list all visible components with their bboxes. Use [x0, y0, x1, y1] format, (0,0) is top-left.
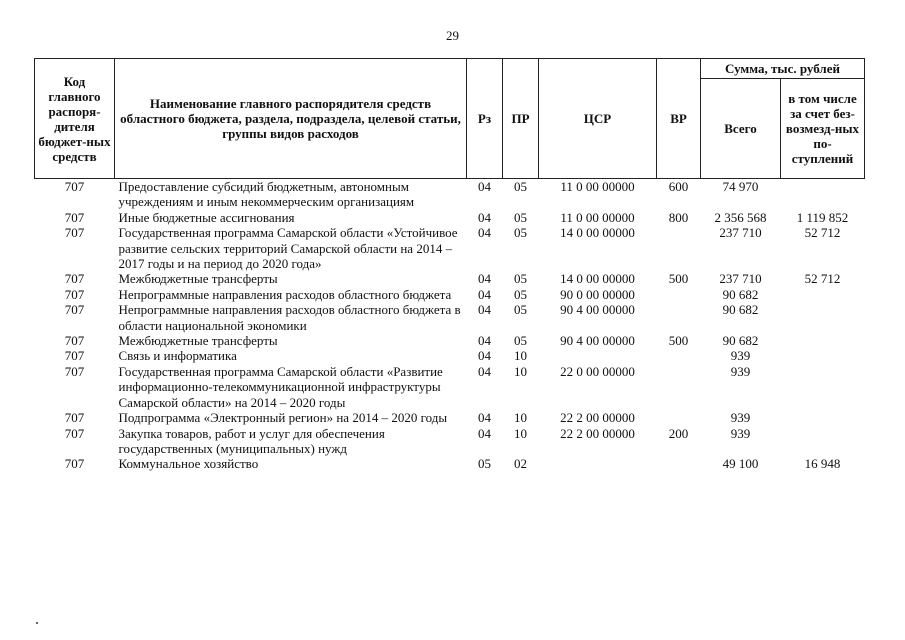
cell-rz: 04	[478, 425, 491, 441]
cell-pr: 05	[514, 302, 527, 318]
budget-table	[34, 58, 865, 472]
cell-rz: 04	[478, 179, 491, 194]
scan-speck	[36, 622, 38, 624]
cell-vr	[657, 348, 701, 363]
cell-vr	[657, 302, 701, 333]
header-total: Всего	[701, 79, 781, 179]
cell-rz: 04	[478, 333, 491, 349]
cell-name: Предоставление субсидий бюджетным, автономным учреждениям и иным некоммерческим организациям	[118, 179, 415, 210]
cell-code: 707	[64, 225, 85, 241]
table-row	[35, 426, 865, 457]
cell-csr	[539, 456, 657, 471]
cell-csr: 11 0 00 00000	[560, 209, 635, 225]
cell-total: 237 710	[719, 225, 762, 241]
cell-code: 707	[64, 410, 85, 426]
cell-rz: 04	[478, 286, 491, 302]
cell-csr: 22 0 00 00000	[560, 363, 635, 379]
cell-rz: 04	[478, 410, 491, 426]
cell-vr: 600	[668, 179, 689, 194]
cell-total: 939	[730, 348, 751, 364]
cell-name: Непрограммные направления расходов областного бюджета в области национальной экономики	[118, 302, 461, 333]
cell-code: 707	[64, 333, 85, 349]
cell-vr	[657, 456, 701, 471]
cell-name: Связь и информатика	[118, 348, 237, 364]
cell-total: 2 356 568	[714, 209, 767, 225]
page-number: 29	[446, 28, 459, 43]
header-csr: ЦСР	[539, 59, 657, 179]
cell-pr: 05	[514, 225, 527, 241]
cell-name: Закупка товаров, работ и услуг для обеспечения государственных (муниципальных) нужд	[118, 425, 385, 456]
header-vr: ВР	[657, 59, 701, 179]
cell-free: 16 948	[804, 456, 841, 472]
cell-free	[781, 364, 865, 410]
cell-total: 939	[730, 363, 751, 379]
cell-pr: 05	[514, 286, 527, 302]
cell-pr: 05	[514, 271, 527, 287]
table-row	[35, 456, 865, 471]
cell-free	[781, 333, 865, 348]
cell-csr: 22 2 00 00000	[560, 410, 635, 426]
cell-rz: 04	[478, 271, 491, 287]
cell-csr: 14 0 00 00000	[560, 271, 635, 287]
cell-free: 52 712	[804, 271, 841, 287]
cell-code: 707	[64, 271, 85, 287]
table-row	[35, 287, 865, 302]
cell-rz: 04	[478, 348, 491, 364]
header-sum: Сумма, тыс. рублей	[701, 59, 865, 79]
cell-csr: 90 4 00 00000	[560, 302, 635, 318]
cell-vr: 200	[668, 425, 689, 441]
header-free: в том числе за счет без-возмезд-ных по-ступлений	[781, 79, 865, 179]
cell-rz: 04	[478, 363, 491, 379]
cell-code: 707	[64, 209, 85, 225]
header-name: Наименование главного распорядителя средств областного бюджета, раздела, подраздела, целевой статьи, группы видов расходов	[115, 59, 467, 179]
cell-total: 939	[730, 410, 751, 426]
table-row	[35, 348, 865, 363]
cell-code: 707	[64, 456, 85, 472]
cell-vr	[657, 364, 701, 410]
cell-free	[781, 179, 865, 210]
table-row	[35, 225, 865, 271]
cell-name: Подпрограмма «Электронный регион» на 2014 – 2020 годы	[118, 410, 448, 426]
cell-free	[781, 302, 865, 333]
cell-pr: 02	[514, 456, 527, 472]
header-pr: ПР	[503, 59, 539, 179]
cell-total: 90 682	[722, 333, 759, 349]
header-rz: Рз	[467, 59, 503, 179]
cell-total: 939	[730, 425, 751, 441]
table-row	[35, 302, 865, 333]
table-row	[35, 210, 865, 225]
cell-rz: 05	[478, 456, 491, 472]
cell-total: 90 682	[722, 286, 759, 302]
cell-code: 707	[64, 363, 85, 379]
cell-total: 49 100	[722, 456, 759, 472]
cell-vr	[657, 225, 701, 271]
cell-pr: 10	[514, 425, 527, 441]
cell-csr: 90 0 00 00000	[560, 286, 635, 302]
cell-pr: 05	[514, 179, 527, 194]
cell-csr: 11 0 00 00000	[560, 179, 635, 194]
cell-total: 237 710	[719, 271, 762, 287]
cell-rz: 04	[478, 209, 491, 225]
cell-total: 74 970	[722, 179, 759, 194]
cell-free: 1 119 852	[796, 209, 849, 225]
cell-vr: 800	[668, 209, 689, 225]
table-body	[35, 179, 865, 472]
cell-code: 707	[64, 348, 85, 364]
table-header	[35, 59, 865, 179]
cell-free	[781, 348, 865, 363]
cell-vr: 500	[668, 271, 689, 287]
table-row	[35, 271, 865, 286]
cell-csr: 14 0 00 00000	[560, 225, 635, 241]
cell-name: Государственная программа Самарской области «Устойчивое развитие сельских территорий Самарской области на 2014 – 2017 годы и на период до 2020 года»	[118, 225, 458, 272]
table-row	[35, 410, 865, 425]
cell-pr: 10	[514, 410, 527, 426]
cell-rz: 04	[478, 225, 491, 241]
cell-free	[781, 287, 865, 302]
cell-pr: 05	[514, 333, 527, 349]
cell-vr	[657, 410, 701, 425]
cell-name: Непрограммные направления расходов областного бюджета	[118, 286, 452, 302]
cell-csr: 90 4 00 00000	[560, 333, 635, 349]
cell-name: Государственная программа Самарской области «Развитие информационно-телекоммуникационной инфраструктуры Самарской области» на 2014 – 2020 годы	[118, 363, 443, 410]
cell-pr: 10	[514, 363, 527, 379]
cell-total: 90 682	[722, 302, 759, 318]
cell-pr: 05	[514, 209, 527, 225]
cell-free	[781, 426, 865, 457]
cell-code: 707	[64, 302, 85, 318]
cell-name: Иные бюджетные ассигнования	[118, 209, 295, 225]
cell-csr	[539, 348, 657, 363]
cell-name: Межбюджетные трансферты	[118, 333, 278, 349]
cell-vr: 500	[668, 333, 689, 349]
cell-code: 707	[64, 425, 85, 441]
cell-free	[781, 410, 865, 425]
table-row	[35, 333, 865, 348]
cell-code: 707	[64, 286, 85, 302]
cell-pr: 10	[514, 348, 527, 364]
cell-name: Коммунальное хозяйство	[118, 456, 259, 472]
cell-rz: 04	[478, 302, 491, 318]
cell-csr: 22 2 00 00000	[560, 425, 635, 441]
header-code: Код главного распоря-дителя бюджет-ных средств	[35, 59, 115, 179]
cell-free: 52 712	[804, 225, 841, 241]
cell-vr	[657, 287, 701, 302]
table-row	[35, 179, 865, 210]
cell-name: Межбюджетные трансферты	[118, 271, 278, 287]
cell-code: 707	[64, 179, 85, 194]
table-row	[35, 364, 865, 410]
